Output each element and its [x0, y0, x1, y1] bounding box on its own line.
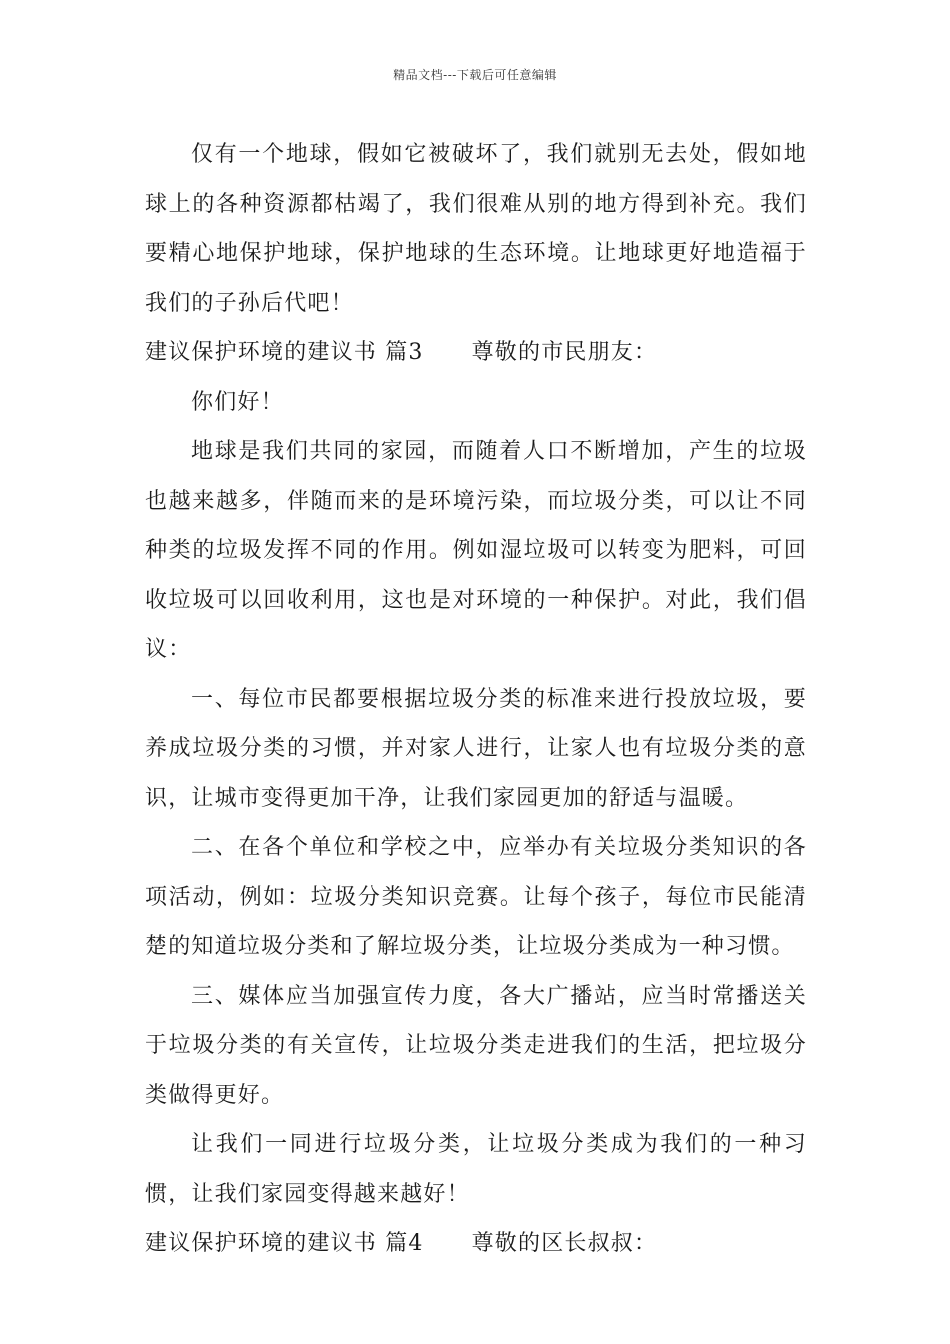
section-heading-4: [145, 1219, 807, 1269]
paragraph-closing: 让我们一同进行垃圾分类，让垃圾分类成为我们的一种习惯，让我们家园变得越来越好！: [145, 1132, 807, 1207]
document-body: [145, 130, 807, 1269]
page-header: 精品文档---下载后可任意编辑: [393, 68, 557, 82]
paragraph-greeting: 你们好！: [191, 389, 284, 415]
paragraph-intro: 地球是我们共同的家园，而随着人口不断增加，产生的垃圾也越来越多，伴随而来的是环境污染，而垃圾分类，可以让不同种类的垃圾发挥不同的作用。例如湿垃圾可以转变为肥料，可回收垃圾可以回收利用，这也是对环境的一种保护。对此，我们倡议：: [145, 439, 807, 662]
section-title-4: 建议保护环境的建议书 篇4: [145, 1231, 424, 1256]
section-title-3: 建议保护环境的建议书 篇3: [145, 340, 424, 365]
salutation-3: 尊敬的市民朋友：: [471, 340, 658, 365]
salutation-4: 尊敬的区长叔叔：: [471, 1231, 658, 1256]
paragraph-proposal-1: 一、每位市民都要根据垃圾分类的标准来进行投放垃圾，要养成垃圾分类的习惯，并对家人进行，让家人也有垃圾分类的意识，让城市变得更加干净，让我们家园更加的舒适与温暖。: [145, 686, 807, 811]
section-heading-3: [145, 328, 807, 378]
paragraph-earth: 仅有一个地球，假如它被破坏了，我们就别无去处，假如地球上的各种资源都枯竭了，我们很难从别的地方得到补充。我们要精心地保护地球，保护地球的生态环境。让地球更好地造福于我们的子孙后代吧！: [145, 142, 807, 316]
paragraph-proposal-3: 三、媒体应当加强宣传力度，各大广播站，应当时常播送关于垃圾分类的有关宣传，让垃圾分类走进我们的生活，把垃圾分类做得更好。: [145, 983, 807, 1108]
paragraph-proposal-2: 二、在各个单位和学校之中，应举办有关垃圾分类知识的各项活动，例如：垃圾分类知识竞赛。让每个孩子，每位市民能清楚的知道垃圾分类和了解垃圾分类，让垃圾分类成为一种习惯。: [145, 835, 807, 959]
